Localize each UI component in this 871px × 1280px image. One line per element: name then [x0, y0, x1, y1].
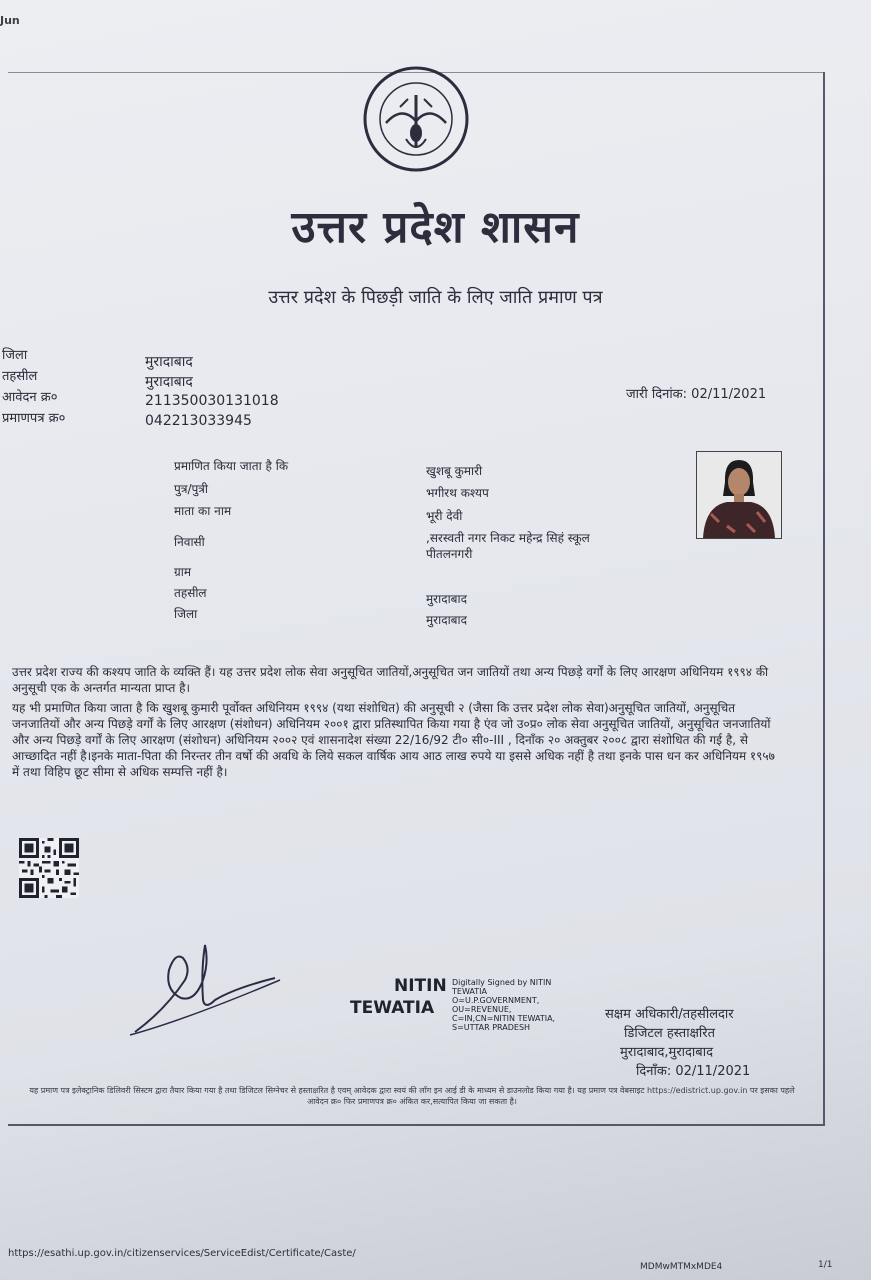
field-value-district: मुरादाबाद: [426, 613, 468, 627]
district-value: मुरादाबाद: [145, 354, 193, 370]
officer-designation: सक्षम अधिकारी/तहसीलदार: [605, 1007, 734, 1022]
signer-last-name: TEWATIA: [350, 998, 435, 1018]
certificate-title: उत्तर प्रदेश के पिछड़ी जाति के लिए जाति प्रमाण पत्र: [268, 287, 603, 308]
handwritten-signature: [125, 940, 285, 1040]
print-url: https://esathi.up.gov.in/citizenservices/ServiceEdist/Certificate/Caste/: [8, 1248, 356, 1259]
government-title: उत्तर प्रदेश शासन: [291, 202, 580, 253]
footnote: यह प्रमाण पत्र इलेक्ट्रानिक डिलिवरी सिस्टम द्वारा तैयार किया गया है तथा डिजिटल सिग्नेचर से हस्ताक्षरित है एवम् आवेदक द्वारा स्वयं की लॉग इन आई डी के माध्यम से डाउनलोड किया गया है। यह प्रमाण पत्र वेबसाइट https://edistrict.up.gov.in पर इसका पहले आवेदन क्र० फिर प्रमाणपत्र क्र० अंकित कर,सत्यापित किया जा सकता है।: [29, 1086, 795, 1106]
district-label: जिला: [2, 348, 28, 363]
page-count: 1/1: [818, 1260, 833, 1270]
qr-code: [18, 838, 80, 898]
field-label: पुत्र/पुत्री: [174, 482, 209, 496]
application-no-value: 211350030131018: [145, 393, 279, 409]
up-state-emblem: [362, 65, 470, 173]
signature-details: [452, 978, 555, 1032]
application-no-label: आवेदन क्र०: [2, 390, 58, 405]
field-value-tehsil: मुरादाबाद: [426, 592, 468, 606]
corner-text: Jun: [0, 14, 20, 27]
signature-detail-line: O=U.P.GOVERNMENT,: [452, 996, 540, 1005]
field-value-residence: ,सरस्वती नगर निकट महेन्द्र सिहं स्कूल: [426, 531, 590, 545]
applicant-photo: [696, 451, 782, 539]
signature-detail-line: C=IN,CN=NITIN TEWATIA,: [452, 1014, 556, 1023]
tehsil-label: तहसील: [2, 369, 38, 384]
officer-location: मुरादाबाद,मुरादाबाद: [620, 1045, 713, 1060]
declaration-paragraph: यह भी प्रमाणित किया जाता है कि खुशबू कुमारी पूर्वोक्त अधिनियम १९९४ (यथा संशोधित) की अनुसूची २ (जैसा कि उत्तर प्रदेश लोक सेवा)अनुसूचित जातियों, अनुसूचित जनजातियों और अन्य पिछड़े वर्गों के लिए आरक्षण (संशोधन) अधिनियम २००१ द्वारा प्रतिस्थापित किया गया है एंव जो उ०प्र० लोक सेवा अनुसूचित जातियों, अनुसूचित जनजातियों और अन्य पिछड़े वर्गों के लिए आरक्षण (संशोधन) अधिनियम २००२ एवं शासनादेश संख्या 22/16/92 टी० सी०-III , दिनाँक २० अक्तुबर २००८ द्वारा संशोधित की गई है, से आच्छादित नहीं है।इनके माता-पिता की निरन्तर तीन वर्षो की अवधि के लिये सकल वार्षिक आय आठ लाख रुपये या इससे अधिक नहीं है तथा इनके पास धन कर अधिनियम १९५७ में तथा विहिप छूट सीमा से अधिक सम्पत्ति नहीं है।: [12, 701, 775, 779]
field-value-name: खुशबू कुमारी: [426, 464, 483, 478]
field-value-mother: भूरी देवी: [426, 509, 463, 523]
issue-date: जारी दिनांक: 02/11/2021: [626, 387, 767, 402]
field-value-parent: भगीरथ कश्यप: [426, 486, 489, 500]
field-label: ग्राम: [174, 565, 192, 579]
officer-digitally-signed: डिजिटल हस्ताक्षरित: [624, 1026, 715, 1041]
signer-first-name: NITIN: [394, 976, 447, 996]
signature-detail-line: Digitally Signed by NITIN: [452, 978, 552, 987]
field-label: निवासी: [174, 535, 205, 549]
field-label: तहसील: [174, 586, 207, 600]
tehsil-value: मुरादाबाद: [145, 374, 193, 390]
certificate-no-value: 042213033945: [145, 413, 252, 429]
signature-detail-line: TEWATIA: [452, 987, 487, 996]
field-label: प्रमाणित किया जाता है कि: [174, 459, 289, 473]
field-label: जिला: [174, 607, 198, 621]
field-label: माता का नाम: [174, 504, 232, 518]
signature-detail-line: OU=REVENUE,: [452, 1005, 512, 1014]
digital-signature: [350, 975, 556, 1032]
field-value-residence-line2: पीतलनगरी: [426, 547, 473, 561]
certificate-no-label: प्रमाणपत्र क्र०: [2, 411, 66, 426]
caste-paragraph: उत्तर प्रदेश राज्य की कश्यप जाति के व्यक्ति हैं। यह उत्तर प्रदेश लोक सेवा अनुसूचित जातियों,अनुसूचित जन जातियों तथा अन्य पिछड़े वर्गों के लिए आरक्षण अधिनियम १९९४ की अनुसूची एक के अन्तर्गत मान्यता प्राप्त है।: [12, 665, 769, 695]
officer-date: दिनाँक: 02/11/2021: [636, 1064, 751, 1079]
print-url-tail: MDMwMTMxMDE4: [640, 1262, 723, 1272]
signature-detail-line: S=UTTAR PRADESH: [452, 1023, 531, 1032]
